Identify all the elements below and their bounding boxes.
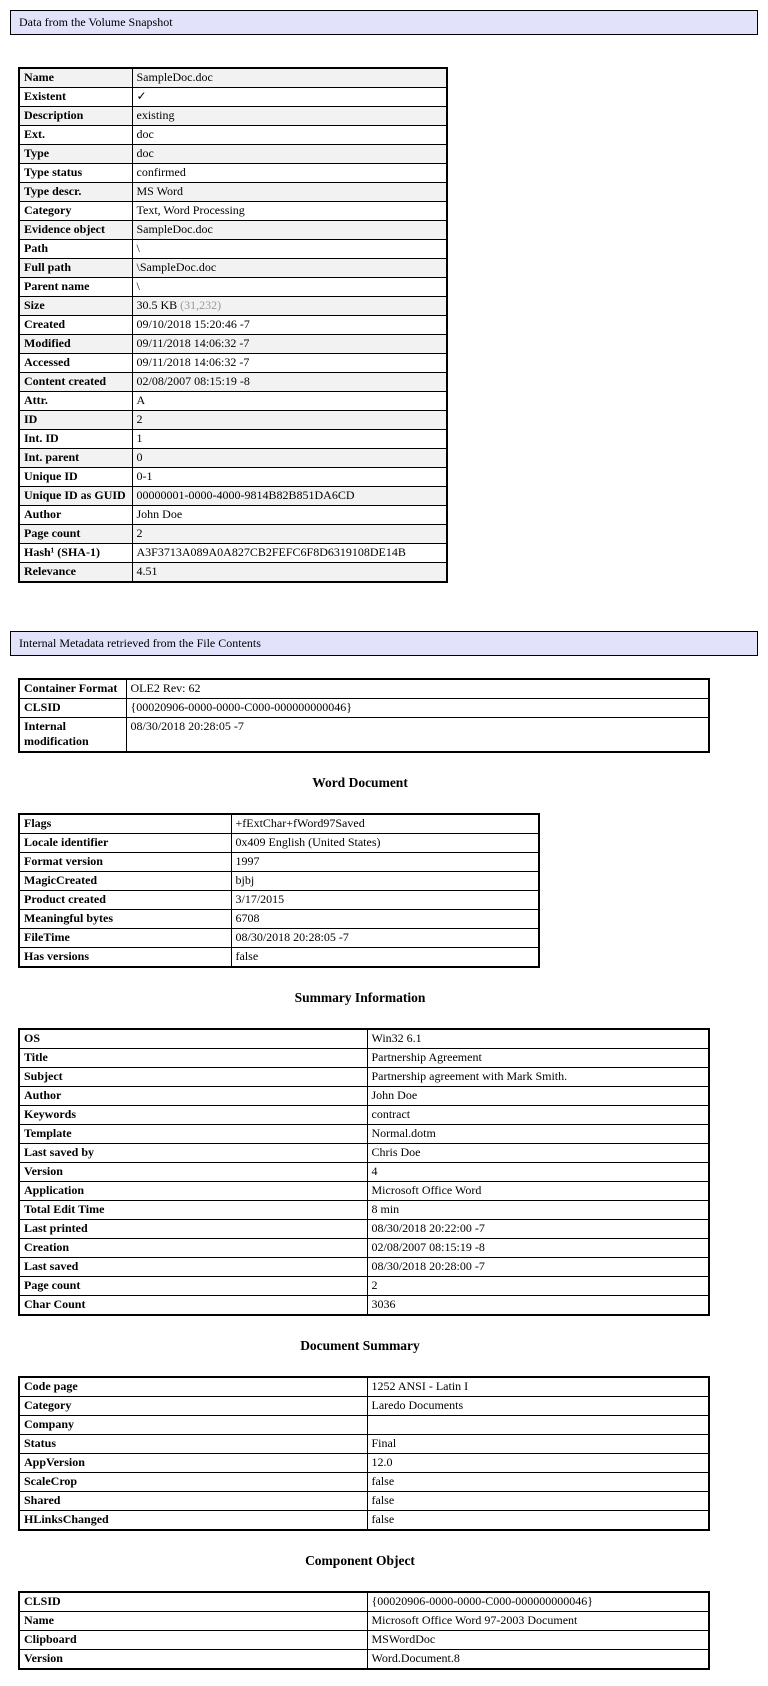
- table-row: [19, 525, 447, 544]
- row-value: \: [132, 240, 447, 259]
- row-key: Hash¹ (SHA-1): [19, 544, 132, 563]
- row-value: 0: [132, 449, 447, 468]
- row-key: Last saved by: [19, 1144, 367, 1163]
- row-key: Code page: [19, 1377, 367, 1397]
- table-row-guid: [19, 487, 447, 506]
- row-value: 4: [367, 1163, 709, 1182]
- row-key: Int. ID: [19, 430, 132, 449]
- table-row: [19, 1650, 709, 1670]
- row-value: Final: [367, 1435, 709, 1454]
- spacer: [10, 1569, 758, 1591]
- row-value: 3036: [367, 1296, 709, 1316]
- document-summary-body: [19, 1377, 709, 1530]
- row-value: false: [367, 1511, 709, 1531]
- table-row: [19, 1201, 709, 1220]
- row-key: Version: [19, 1163, 367, 1182]
- row-value: 09/10/2018 15:20:46 -7: [132, 316, 447, 335]
- row-key: Path: [19, 240, 132, 259]
- size-value: 30.5 KB: [136, 298, 178, 312]
- table-row: [19, 126, 447, 145]
- table-row: [19, 1397, 709, 1416]
- table-row: [19, 853, 539, 872]
- spacer: [10, 656, 758, 678]
- table-row: [19, 1277, 709, 1296]
- row-key: Company: [19, 1416, 367, 1435]
- row-key: ScaleCrop: [19, 1473, 367, 1492]
- row-key: Name: [19, 1612, 367, 1631]
- row-value: John Doe: [367, 1087, 709, 1106]
- row-key: Meaningful bytes: [19, 910, 231, 929]
- row-key: Shared: [19, 1492, 367, 1511]
- row-key: Keywords: [19, 1106, 367, 1125]
- row-value: 08/30/2018 20:22:00 -7: [367, 1220, 709, 1239]
- row-key: Category: [19, 202, 132, 221]
- table-row: [19, 1631, 709, 1650]
- summary-information-heading-wrap: [10, 990, 710, 1006]
- row-value: existing: [132, 107, 447, 126]
- row-value: 08/30/2018 20:28:05 -7: [231, 929, 539, 948]
- row-value: Laredo Documents: [367, 1397, 709, 1416]
- row-value: false: [231, 948, 539, 968]
- row-key: Container Format: [19, 679, 126, 699]
- row-key: Category: [19, 1397, 367, 1416]
- spacer: [10, 35, 758, 67]
- row-key: Internal modification: [19, 718, 126, 753]
- row-value: A3F3713A089A0A827CB2FEFC6F8D6319108DE14B: [132, 544, 447, 563]
- table-row: [19, 1087, 709, 1106]
- spacer: [10, 1316, 758, 1338]
- row-key: Creation: [19, 1239, 367, 1258]
- row-key: Application: [19, 1182, 367, 1201]
- table-row: [19, 1182, 709, 1201]
- table-row: [19, 1592, 709, 1612]
- document-summary-heading: Document Summary: [300, 1338, 420, 1353]
- word-document-body: [19, 814, 539, 967]
- row-value: 3/17/2015: [231, 891, 539, 910]
- row-key: Unique ID: [19, 468, 132, 487]
- row-key: Locale identifier: [19, 834, 231, 853]
- component-object-heading: Component Object: [305, 1553, 415, 1568]
- row-value: A: [132, 392, 447, 411]
- row-key: Title: [19, 1049, 367, 1068]
- table-row: [19, 1377, 709, 1397]
- table-row: [19, 68, 447, 88]
- row-key: Accessed: [19, 354, 132, 373]
- row-value: 2: [132, 411, 447, 430]
- row-value: SampleDoc.doc: [132, 221, 447, 240]
- row-value: 08/30/2018 20:28:05 -7: [126, 718, 709, 753]
- table-row: [19, 430, 447, 449]
- internal-metadata-table: [18, 678, 710, 753]
- document-summary-heading-wrap: [10, 1338, 710, 1354]
- row-value: bjbj: [231, 872, 539, 891]
- section-banner-volume-snapshot: [10, 10, 758, 35]
- row-value: {00020906-0000-0000-C000-000000000046}: [126, 699, 709, 718]
- summary-information-table: [18, 1028, 710, 1316]
- table-row: [19, 278, 447, 297]
- section-banner-label: Internal Metadata retrieved from the File Contents: [19, 636, 261, 650]
- spacer: [10, 1006, 758, 1028]
- row-value: contract: [367, 1106, 709, 1125]
- row-value: Partnership Agreement: [367, 1049, 709, 1068]
- table-row: [19, 1049, 709, 1068]
- row-key: Description: [19, 107, 132, 126]
- row-key: Template: [19, 1125, 367, 1144]
- row-key: Page count: [19, 1277, 367, 1296]
- row-value: 02/08/2007 08:15:19 -8: [367, 1239, 709, 1258]
- table-row: [19, 506, 447, 525]
- row-key: Created: [19, 316, 132, 335]
- table-row: [19, 1454, 709, 1473]
- table-row: [19, 948, 539, 968]
- table-row: [19, 834, 539, 853]
- table-row: [19, 1029, 709, 1049]
- row-key: Format version: [19, 853, 231, 872]
- row-key: Int. parent: [19, 449, 132, 468]
- table-row: [19, 891, 539, 910]
- row-value: 2: [367, 1277, 709, 1296]
- row-value: false: [367, 1473, 709, 1492]
- table-row: [19, 929, 539, 948]
- row-value: 09/11/2018 14:06:32 -7: [132, 335, 447, 354]
- table-row: [19, 872, 539, 891]
- table-row: [19, 145, 447, 164]
- row-value: Chris Doe: [367, 1144, 709, 1163]
- table-row: [19, 1125, 709, 1144]
- table-row: [19, 1511, 709, 1531]
- row-value: 1997: [231, 853, 539, 872]
- row-key: Existent: [19, 88, 132, 107]
- row-key: CLSID: [19, 1592, 367, 1612]
- row-key: Name: [19, 68, 132, 88]
- row-value: {00020906-0000-0000-C000-000000000046}: [367, 1592, 709, 1612]
- table-row: [19, 1068, 709, 1087]
- row-value: SampleDoc.doc: [132, 68, 447, 88]
- row-value: 0-1: [132, 468, 447, 487]
- table-row: [19, 202, 447, 221]
- summary-information-body: [19, 1029, 709, 1315]
- row-key: Evidence object: [19, 221, 132, 240]
- table-row: [19, 335, 447, 354]
- row-value: 0x409 English (United States): [231, 834, 539, 853]
- row-value: Normal.dotm: [367, 1125, 709, 1144]
- table-row: [19, 1239, 709, 1258]
- summary-information-heading: Summary Information: [294, 990, 426, 1005]
- row-value: MS Word: [132, 183, 447, 202]
- row-key: Author: [19, 1087, 367, 1106]
- table-row: [19, 373, 447, 392]
- row-key: Total Edit Time: [19, 1201, 367, 1220]
- table-row: [19, 164, 447, 183]
- table-row: [19, 1492, 709, 1511]
- row-key: Author: [19, 506, 132, 525]
- row-value: Win32 6.1: [367, 1029, 709, 1049]
- row-key: Char Count: [19, 1296, 367, 1316]
- table-row: [19, 221, 447, 240]
- row-key: Status: [19, 1435, 367, 1454]
- table-row: [19, 468, 447, 487]
- volume-snapshot-table: [18, 67, 448, 583]
- table-row: [19, 1144, 709, 1163]
- table-row-size: [19, 297, 447, 316]
- row-key: HLinksChanged: [19, 1511, 367, 1531]
- table-row: [19, 354, 447, 373]
- row-value: doc: [132, 126, 447, 145]
- table-row: [19, 563, 447, 583]
- table-row: [19, 1296, 709, 1316]
- table-row: [19, 1106, 709, 1125]
- table-row: [19, 107, 447, 126]
- row-key: Last saved: [19, 1258, 367, 1277]
- row-value: 4.51: [132, 563, 447, 583]
- component-object-table: [18, 1591, 710, 1670]
- row-key: Page count: [19, 525, 132, 544]
- row-value: false: [367, 1492, 709, 1511]
- row-key: Product created: [19, 891, 231, 910]
- row-value: 2: [132, 525, 447, 544]
- component-object-heading-wrap: [10, 1553, 710, 1569]
- row-value: Text, Word Processing: [132, 202, 447, 221]
- table-row: [19, 1473, 709, 1492]
- volume-snapshot-body: [19, 68, 447, 582]
- row-value: Partnership agreement with Mark Smith.: [367, 1068, 709, 1087]
- spacer: [10, 791, 758, 813]
- row-value-checkmark: ✓: [132, 88, 447, 107]
- spacer: [10, 1531, 758, 1553]
- row-value: 1252 ANSI - Latin I: [367, 1377, 709, 1397]
- row-value: 00000001-0000-4000-9814B82B851DA6CD: [132, 487, 447, 506]
- row-value: +fExtChar+fWord97Saved: [231, 814, 539, 834]
- row-value: 08/30/2018 20:28:00 -7: [367, 1258, 709, 1277]
- row-key: Clipboard: [19, 1631, 367, 1650]
- row-key: Type: [19, 145, 132, 164]
- spacer: [10, 753, 758, 775]
- table-row: [19, 183, 447, 202]
- table-row-hash: [19, 544, 447, 563]
- table-row: [19, 718, 709, 753]
- row-value: 8 min: [367, 1201, 709, 1220]
- row-key: Flags: [19, 814, 231, 834]
- row-value: OLE2 Rev: 62: [126, 679, 709, 699]
- row-value: 09/11/2018 14:06:32 -7: [132, 354, 447, 373]
- table-row: [19, 814, 539, 834]
- row-value: John Doe: [132, 506, 447, 525]
- size-bytes: (31,232): [180, 298, 222, 312]
- row-key: Relevance: [19, 563, 132, 583]
- table-row: [19, 679, 709, 699]
- word-document-heading: Word Document: [312, 775, 408, 790]
- row-key: MagicCreated: [19, 872, 231, 891]
- row-value: [367, 1416, 709, 1435]
- row-value: \: [132, 278, 447, 297]
- row-value: [132, 297, 447, 316]
- row-value: 1: [132, 430, 447, 449]
- table-row: [19, 316, 447, 335]
- component-object-body: [19, 1592, 709, 1669]
- spacer: [10, 615, 758, 629]
- row-key: CLSID: [19, 699, 126, 718]
- table-row: [19, 411, 447, 430]
- row-key: Unique ID as GUID: [19, 487, 132, 506]
- row-key: AppVersion: [19, 1454, 367, 1473]
- row-key: Ext.: [19, 126, 132, 145]
- section-banner-internal-metadata: [10, 631, 758, 656]
- table-row: [19, 259, 447, 278]
- row-value: 6708: [231, 910, 539, 929]
- row-key: Full path: [19, 259, 132, 278]
- table-row: [19, 1163, 709, 1182]
- row-value: 12.0: [367, 1454, 709, 1473]
- row-key: Last printed: [19, 1220, 367, 1239]
- row-value: Microsoft Office Word 97-2003 Document: [367, 1612, 709, 1631]
- row-key: Content created: [19, 373, 132, 392]
- table-row: [19, 240, 447, 259]
- row-value: MSWordDoc: [367, 1631, 709, 1650]
- row-key: Subject: [19, 1068, 367, 1087]
- document-summary-table: [18, 1376, 710, 1531]
- row-key: FileTime: [19, 929, 231, 948]
- table-row: [19, 1435, 709, 1454]
- row-key: Type descr.: [19, 183, 132, 202]
- table-row: [19, 910, 539, 929]
- table-row: [19, 392, 447, 411]
- row-value: \SampleDoc.doc: [132, 259, 447, 278]
- row-value: 02/08/2007 08:15:19 -8: [132, 373, 447, 392]
- spacer: [10, 1354, 758, 1376]
- internal-metadata-body: [19, 679, 709, 752]
- row-key: Version: [19, 1650, 367, 1670]
- row-key: Modified: [19, 335, 132, 354]
- table-row: [19, 699, 709, 718]
- row-key: OS: [19, 1029, 367, 1049]
- row-value: doc: [132, 145, 447, 164]
- row-key: ID: [19, 411, 132, 430]
- row-key: Parent name: [19, 278, 132, 297]
- word-document-table: [18, 813, 540, 968]
- spacer: [10, 968, 758, 990]
- word-document-heading-wrap: [10, 775, 710, 791]
- row-key: Attr.: [19, 392, 132, 411]
- row-value: Word.Document.8: [367, 1650, 709, 1670]
- row-key: Type status: [19, 164, 132, 183]
- table-row: [19, 1258, 709, 1277]
- table-row: [19, 88, 447, 107]
- row-key: Size: [19, 297, 132, 316]
- table-row: [19, 449, 447, 468]
- section-banner-label: Data from the Volume Snapshot: [19, 15, 173, 29]
- table-row: [19, 1416, 709, 1435]
- table-row: [19, 1220, 709, 1239]
- spacer: [10, 583, 758, 615]
- row-value: Microsoft Office Word: [367, 1182, 709, 1201]
- row-key: Has versions: [19, 948, 231, 968]
- table-row: [19, 1612, 709, 1631]
- row-value: confirmed: [132, 164, 447, 183]
